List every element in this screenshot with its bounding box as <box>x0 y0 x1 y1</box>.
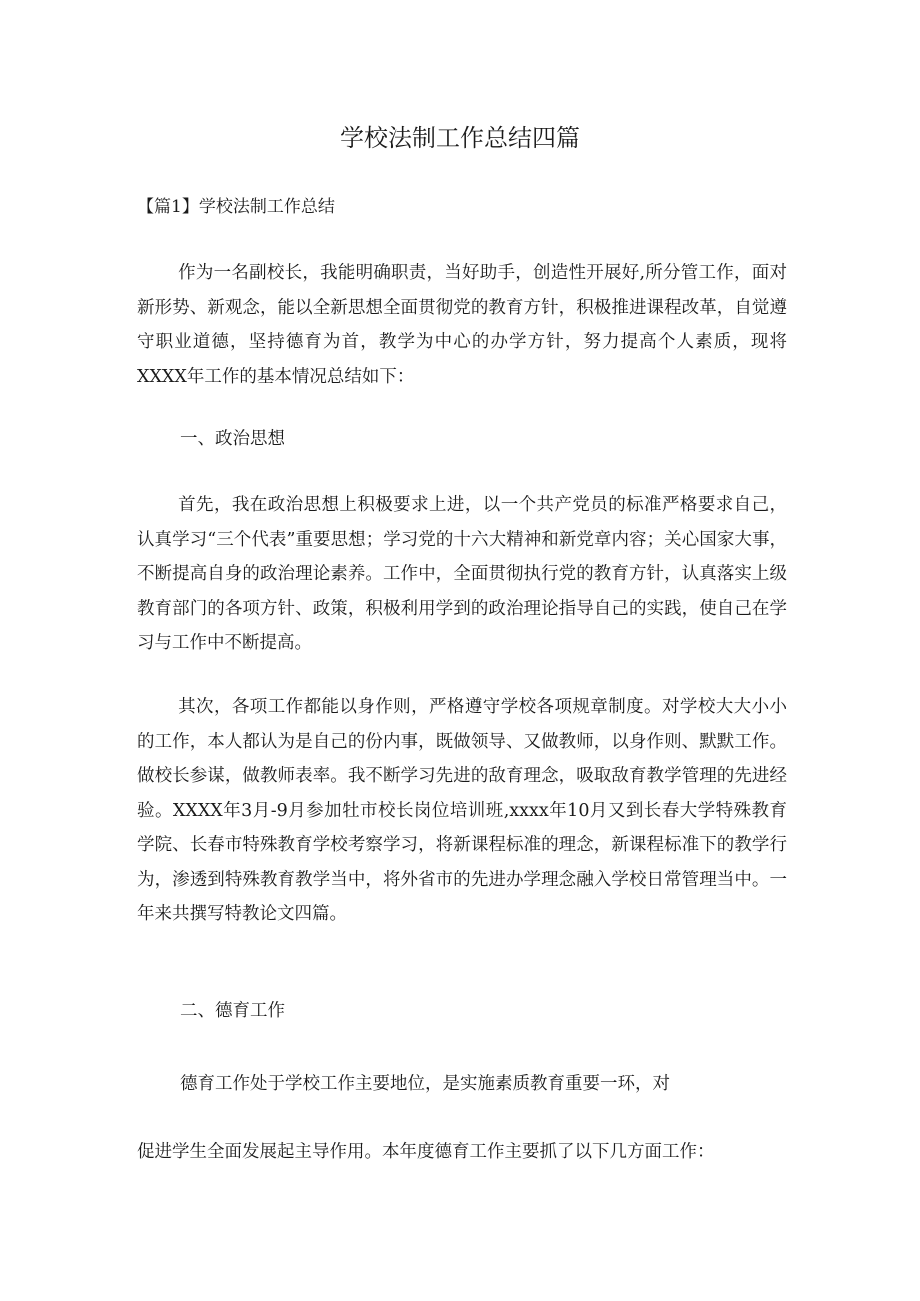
paragraph-political-thought: 首先，我在政治思想上积极要求上进，以一个共产党员的标准严格要求自己，认真学习“三个代表”重要思想；学习党的十六大精神和新党章内容；关心国家大事，不断提高自身的政治理论素养。工作中，全面贯彻执行党的教育方针，认真落实上级教育部门的各项方针、政策，积极利用学到的政治理论指导自己的实践，使自己在学习与工作中不断提高。 <box>137 495 787 653</box>
document-title: 学校法制工作总结四篇 <box>340 124 580 152</box>
intro-paragraph: 作为一名副校长，我能明确职责，当好助手，创造性开展好,所分管工作，面对新形势、新观念，能以全新思想全面贯彻党的教育方针，积极推进课程改革，自觉遵守职业道德，坚持德育为首，教学为中心的办学方针，努力提高个人素质，现将XXXX年工作的基本情况总结如下： <box>137 263 787 387</box>
heading-political-thought: 一、政治思想 <box>180 429 285 449</box>
section-heading: 【篇1】学校法制工作总结 <box>137 197 335 217</box>
heading-moral-education: 二、德育工作 <box>180 1001 285 1021</box>
paragraph-work-conduct: 其次，各项工作都能以身作则，严格遵守学校各项规章制度。对学校大大小小的工作，本人都认为是自己的份内事，既做领导、又做教师，以身作则、默默工作。做校长参谋，做教师表率。我不断学习先进的敌育理念，吸取敌育教学管理的先进经验。XXXX年3月-9月参加牡市校长岗位培训班,xxxx年10月又到长春大学特殊教育学院、长春市特殊教育学校考察学习，将新课程标准的理念，新课程标准下的教学行为，渗透到特殊教育教学当中，将外省市的先进办学理念融入学校日常管理当中。一年来共撰写特教论文四篇。 <box>137 697 787 924</box>
paragraph-moral-education-line-1: 德育工作处于学校工作主要地位，是实施素质教育重要一环，对 <box>180 1074 670 1094</box>
paragraph-moral-education-line-2: 促进学生全面发展起主导作用。本年度德育工作主要抓了以下几方面工作： <box>137 1142 715 1162</box>
